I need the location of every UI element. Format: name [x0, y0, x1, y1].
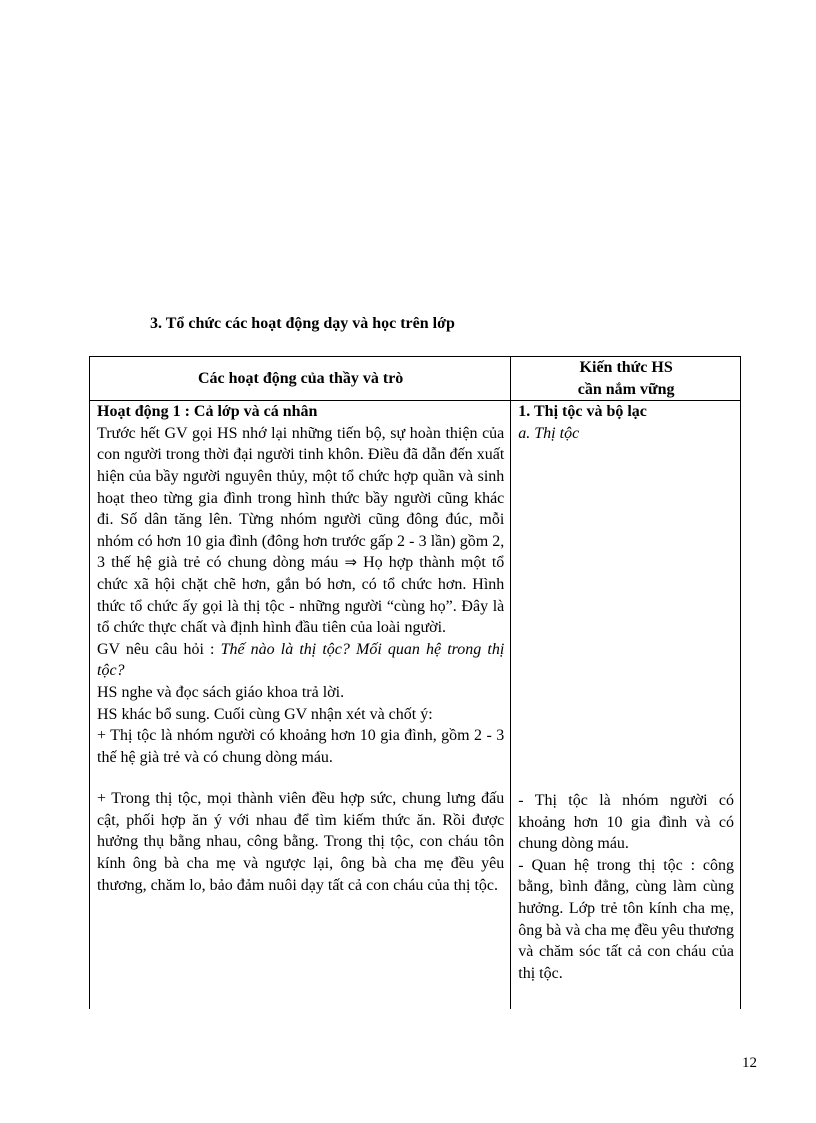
intro-paragraph	[97, 423, 504, 639]
left-cell	[90, 401, 511, 1010]
question-text: Thế nào là thị tộc? Mối quan hệ trong thị tộc?	[97, 640, 505, 680]
header-knowledge-line2: cần nắm vững	[577, 380, 675, 398]
student-answer: HS nghe và đọc sách giáo khoa trả lời.	[97, 683, 345, 701]
spacer	[97, 768, 504, 788]
teacher-question	[97, 639, 504, 682]
note-2: - Quan hệ trong thị tộc : công bằng, bình đẳng, cùng làm cùng hưởng. Lớp trẻ tôn kính cha mẹ, ông bà và cha mẹ đều yêu thương và chăm sóc tất cả con cháu của thị tộc.	[518, 856, 735, 982]
point-1: + Thị tộc là nhóm người có khoảng hơn 10 gia đình, gồm 2 - 3 thế hệ già trẻ và có chung dòng máu.	[97, 727, 505, 766]
question-prefix: GV nêu câu hỏi :	[97, 640, 221, 658]
table-header-row	[90, 357, 741, 401]
note-1: - Thị tộc là nhóm người có khoảng hơn 10 gia đình và có chung dòng máu.	[518, 791, 734, 853]
lesson-activities-table	[89, 356, 741, 1009]
table-row	[90, 401, 741, 1010]
implies-arrow-icon: ⇒	[344, 553, 358, 572]
right-section-title: 1. Thị tộc và bộ lạc	[518, 403, 647, 421]
intro-text-2: Họ hợp thành một tổ chức xã hội chặt chẽ hơn, gắn bó hơn, có tổ chức hơn. Hình thức tổ chức ấy gọi là thị tộc - những người “cùng họ”. Đây là tổ chức thực chất và định hình đầu tiên của loài người.	[97, 554, 505, 637]
page-number: 12	[742, 1055, 757, 1071]
right-cell	[511, 401, 741, 1010]
section-heading: 3. Tổ chức các hoạt động dạy và học trên lớp	[150, 315, 455, 332]
activity-title: Hoạt động 1 : Cả lớp và cá nhân	[97, 403, 318, 421]
right-subsection: a. Thị tộc	[518, 424, 580, 442]
point-2: + Trong thị tộc, mọi thành viên đều hợp sức, chung lưng đấu cật, phối hợp ăn ý với nhau để tìm kiếm thức ăn. Rồi được hưởng thụ bằng nhau, công bằng. Trong thị tộc, con cháu tôn kính ông bà cha mẹ và ngược lại, ông bà cha mẹ đều yêu thương, chăm lo, bảo đảm nuôi dạy tất cả con cháu của thị tộc.	[97, 790, 505, 894]
intro-text-1: Trước hết GV gọi HS nhớ lại những tiến bộ, sự hoàn thiện của con người trong thời đại người tinh khôn. Điều đã dẫn đến xuất hiện của bầy người nguyên thủy, một tổ chức hợp quần và sinh hoạt theo từng gia đình trong hình thức bầy người cũng khác đi. Số dân tăng lên. Từng nhóm người cũng đông đúc, mỗi nhóm có hơn 10 gia đình (đông hơn trước gấp 2 - 3 lần) gồm 2, 3 thế hệ già trẻ có chung dòng máu	[97, 424, 505, 572]
header-activities: Các hoạt động của thầy và trò	[90, 357, 511, 401]
student-supplement: HS khác bổ sung. Cuối cùng GV nhận xét và chốt ý:	[97, 705, 433, 723]
header-knowledge-line1: Kiến thức HS	[579, 359, 673, 376]
header-knowledge	[511, 357, 741, 401]
spacer	[518, 444, 734, 790]
